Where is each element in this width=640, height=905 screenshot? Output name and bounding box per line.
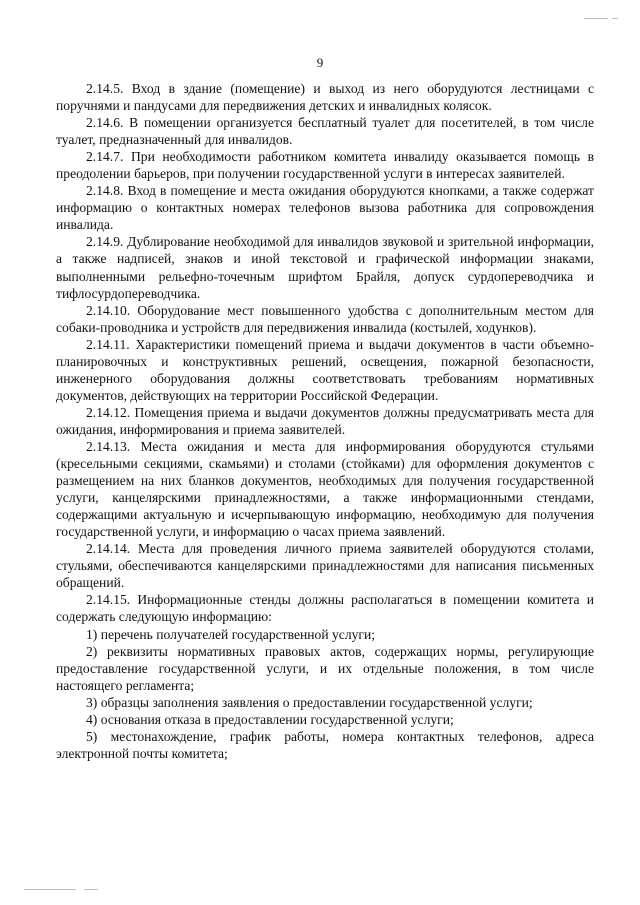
list-item-5: 5) местонахождение, график работы, номера контактных телефонов, адреса электронной почты комитета; bbox=[56, 728, 594, 761]
paragraph-2-14-5: 2.14.5. Вход в здание (помещение) и выход из него оборудуются лестницами с поручнями и пандусами для передвижения детских и инвалидных колясок. bbox=[56, 81, 594, 114]
paragraph-2-14-10: 2.14.10. Оборудование мест повышенного удобства с дополнительным местом для собаки-проводника и устройств для передвижения инвалида (костылей, ходунков). bbox=[56, 302, 594, 335]
paragraph-2-14-14: 2.14.14. Места для проведения личного приема заявителей оборудуются столами, стульями, обеспечиваются канцелярскими принадлежностями для написания письменных обращений. bbox=[56, 541, 594, 591]
paragraph-2-14-9: 2.14.9. Дублирование необходимой для инвалидов звуковой и зрительной информации, а также надписей, знаков и иной текстовой и графической информации знаками, выполненными рельефно-точечным шрифтом Брайля, допуск сурдопереводчика и тифлосурдопереводчика. bbox=[56, 234, 594, 301]
list-item-1: 1) перечень получателей государственной услуги; bbox=[86, 626, 376, 642]
paragraph-2-14-8: 2.14.8. Вход в помещение и места ожидания оборудуются кнопками, а также содержат информацию о контактных номерах телефонов вызова работника для сопровождения инвалида. bbox=[56, 183, 594, 233]
scan-artifact bbox=[24, 889, 76, 890]
paragraph-2-14-11: 2.14.11. Характеристики помещений приема и выдачи документов в части объемно-планировочных и конструктивных решений, освещения, пожарной безопасности, инженерного оборудования должны соответствовать требованиям нормативных документов, действующих на территории Российской Федерации. bbox=[56, 336, 594, 403]
scan-artifact bbox=[84, 889, 98, 890]
scan-artifact bbox=[612, 18, 618, 19]
document-body bbox=[56, 80, 594, 762]
paragraph-2-14-15: 2.14.15. Информационные стенды должны располагаться в помещении комитета и содержать следующую информацию: bbox=[56, 592, 594, 625]
list-item-3: 3) образцы заполнения заявления о предоставлении государственной услуги; bbox=[86, 694, 533, 710]
list-item-2: 2) реквизиты нормативных правовых актов, содержащих нормы, регулирующие предоставление государственной услуги, и их отдельные положения, в том числе настоящего регламента; bbox=[56, 643, 594, 693]
paragraph-2-14-7: 2.14.7. При необходимости работником комитета инвалиду оказывается помощь в преодолении барьеров, при получении государственной услуги в интересах заявителей. bbox=[56, 149, 594, 182]
scan-artifact bbox=[584, 18, 608, 19]
list-item-4: 4) основания отказа в предоставлении государственной услуги; bbox=[86, 711, 454, 727]
paragraph-2-14-6: 2.14.6. В помещении организуется бесплатный туалет для посетителей, в том числе туалет, предназначенный для инвалидов. bbox=[56, 115, 594, 148]
paragraph-2-14-12: 2.14.12. Помещения приема и выдачи документов должны предусматривать места для ожидания, информирования и приема заявителей. bbox=[56, 404, 594, 437]
page-number: 9 bbox=[316, 55, 324, 70]
paragraph-2-14-13: 2.14.13. Места ожидания и места для информирования оборудуются стульями (кресельными секциями, скамьями) и столами (стойками) для оформления документов с размещением на них бланков документов, необходимых для получения государственной услуги, канцелярскими принадлежностями, а также информационными стендами, содержащими актуальную и исчерпывающую информацию, необходимую для получения государственной услуги, и информацию о часах приема заявлений. bbox=[56, 438, 594, 540]
